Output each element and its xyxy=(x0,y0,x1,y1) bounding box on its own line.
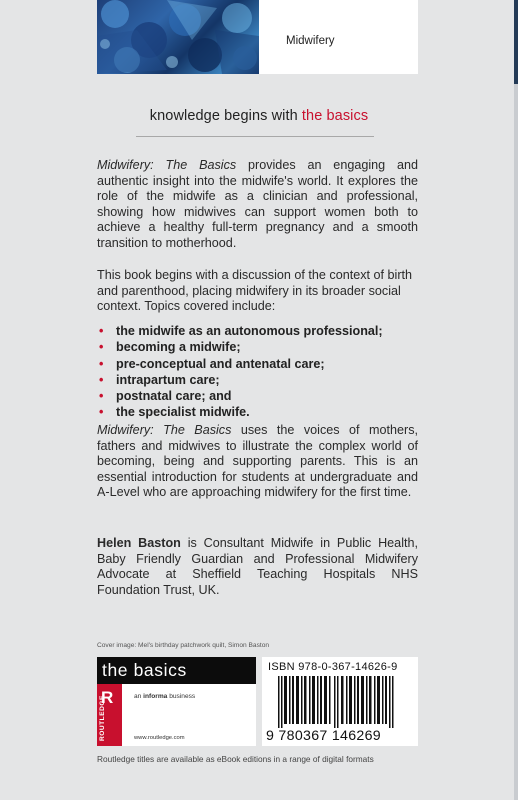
routledge-logo xyxy=(97,684,122,746)
list-item xyxy=(97,339,418,355)
topics-list xyxy=(97,323,418,421)
series-name: Midwifery xyxy=(286,35,335,47)
barcode-digits: 9 780367 146269 xyxy=(266,728,381,744)
topic-text: postnatal care; and xyxy=(116,389,232,404)
cover-credit: Cover image: Mel's birthday patchwork quilt, Simon Baston xyxy=(97,642,270,649)
series-logo-bar xyxy=(97,657,256,684)
topic-text: becoming a midwife; xyxy=(116,340,241,355)
bullet-icon: • xyxy=(99,324,104,338)
topic-text: the specialist midwife. xyxy=(116,405,250,420)
barcode-icon xyxy=(268,676,412,728)
bullet-icon: • xyxy=(99,389,104,404)
routledge-r-icon: R xyxy=(101,688,114,707)
spine-edge-top xyxy=(514,0,518,84)
list-item xyxy=(97,356,418,372)
list-item xyxy=(97,404,418,420)
bullet-icon: • xyxy=(99,372,104,387)
ebook-note: Routledge titles are available as eBook editions in a range of digital formats xyxy=(97,754,374,764)
bullet-icon: • xyxy=(99,356,104,371)
list-item xyxy=(97,372,418,388)
publisher-name: ROUTLEDGE xyxy=(99,695,106,741)
bullet-icon: • xyxy=(99,340,104,355)
book-title-italic: Midwifery: The Basics xyxy=(97,423,232,437)
patchwork-quilt-image xyxy=(97,0,259,74)
tagline-prefix: knowledge begins with xyxy=(149,108,302,124)
bullet-icon: • xyxy=(99,405,104,420)
author-bio-text: is Consultant Midwife in Public Health, Baby Friendly Guardian and Professional Midwifery Advocate at Sheffield Teaching Hospitals NHS Foundation Trust, UK. xyxy=(97,536,418,597)
description-paragraph-1 xyxy=(97,158,418,252)
isbn-box xyxy=(262,657,418,746)
informa-tagline: an informa business xyxy=(134,693,196,700)
isbn-label: ISBN 978-0-367-14626-9 xyxy=(268,661,398,673)
book-title-italic: Midwifery: The Basics xyxy=(97,158,237,172)
list-item xyxy=(97,323,418,339)
header-band xyxy=(97,0,418,74)
publisher-logo-box xyxy=(97,657,256,746)
author-bio xyxy=(97,536,418,598)
author-name: Helen Baston xyxy=(97,536,181,550)
description-paragraph-3 xyxy=(97,423,418,501)
list-item xyxy=(97,388,418,404)
description-paragraph-2 xyxy=(97,268,418,315)
description-text: uses the voices of mothers, fathers and midwives to illustrate the complex world of becoming, being and supporting parents. This is an essential introduction for students at undergraduate and A-Level who are approaching midwifery for the first time. xyxy=(97,423,418,500)
description-text: This book begins with a discussion of the context of birth and parenthood, placing midwifery in its broader social context. Topics covered include: xyxy=(97,268,413,314)
topic-text: intrapartum care; xyxy=(116,372,220,387)
description-text: provides an engaging and authentic insight into the midwife's world. It explores the role of the midwife as a clinician and professional, showing how midwives can support women both to achieve a healthy full-term pregnancy and a smooth transition to motherhood. xyxy=(97,158,418,250)
tagline-divider xyxy=(136,136,374,137)
topic-text: pre-conceptual and antenatal care; xyxy=(116,356,325,371)
series-logo-text: the basics xyxy=(102,660,187,680)
tagline xyxy=(0,108,518,124)
publisher-website: www.routledge.com xyxy=(134,735,185,741)
cover-image xyxy=(97,0,259,74)
topic-text: the midwife as an autonomous professional; xyxy=(116,324,383,338)
tagline-accent: the basics xyxy=(301,108,369,124)
